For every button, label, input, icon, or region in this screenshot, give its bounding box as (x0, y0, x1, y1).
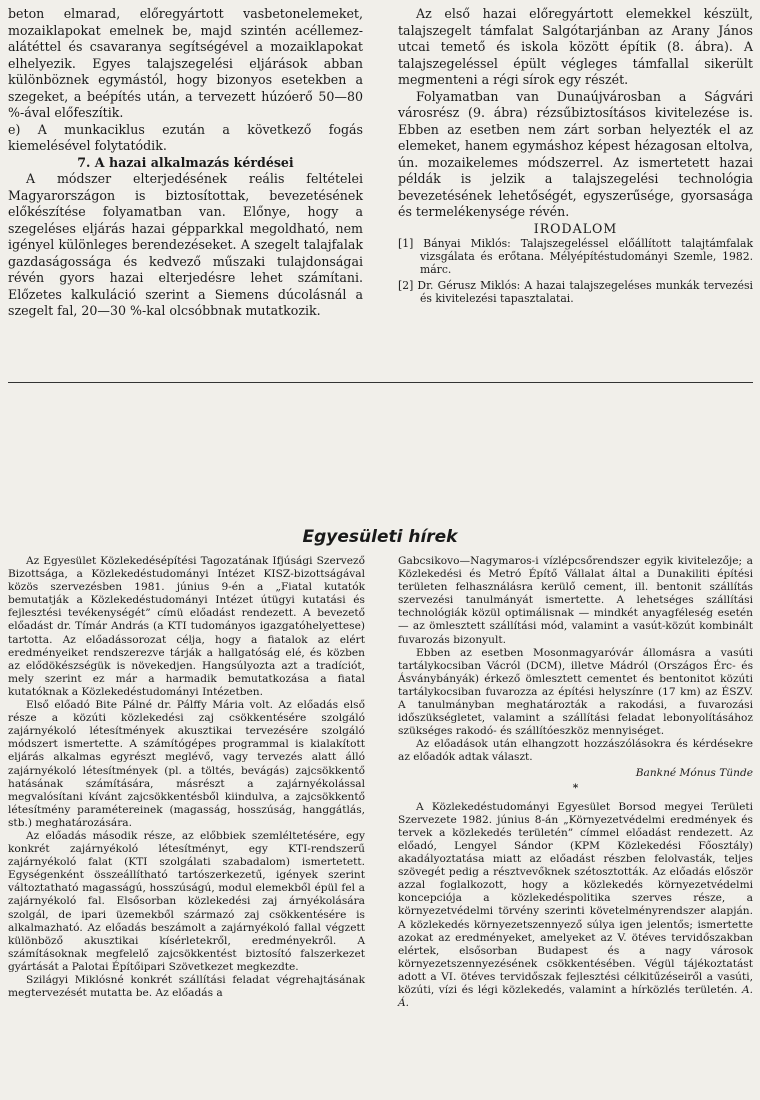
paragraph: Gabcsikovo—Nagymaros-i vízlépcsőrendszer egyik kivitelezője; a Közlekedési és Metró Építő Vállalat által a Dunakiliti építési területen felhasználásra kerülő cement, ill. bentonit szállítás szervezési tanulmányát ismertette. A lehetséges szállítási technológiák közül optimálisnak — mindkét anyagféleség esetén — az ömlesztett szállítási mód, valamint a vasút-közút kombinált fuvarozás bizonyult. (398, 555, 753, 646)
author-signature: Bankné Mónus Tünde (635, 766, 753, 779)
top-left-column (8, 6, 363, 320)
reference-item: [2] Dr. Gérusz Miklós: A hazai talajszegeléses munkák tervezési és kivitelezési tapasztalatai. (398, 279, 753, 305)
paragraph-text: A Közlekedéstudományi Egyesület Borsod megyei Területi Szervezete 1982. június 8-án „Környezetvédelmi eredmények és tervek a közlekedés területén” címmel előadást rendezett. Az előadó, Lengyel Sándor (KPM Közlekedési Főosztály) akadályoztatása miatt az előadást részben felolvasták, teljes szövegét pedig a résztvevőknek szétosztották. Az előadás először azzal foglalkozott, hogy a közlekedés környezetvédelmi koncepciója a közlekedéspolitika szerves része, a környezetvédelmi törvény szerinti követelményrendszer alapján. A közlekedés környezetszennyező súlya igen jelentős; ismertette azokat az eredményeket, amelyeket az V. ötéves tervidőszakban elértek, elsősorban Budapest és a nagy városok környezetszennyezésének csökkentésében. Végül tájékoztatást adott a VI. ötéves tervidőszak fejlesztési célkitűzéseiről a vasúti, közúti, vízi és légi közlekedés, valamint a hírközlés területén. (398, 800, 753, 996)
section-title: 7. A hazai alkalmazás kérdései (77, 154, 294, 170)
news-section-title: Egyesületi hírek (302, 527, 458, 547)
paragraph: Első előadó Bite Pálné dr. Pálffy Mária volt. Az előadás első része a közúti közlekedési zaj csökkentésére szolgáló zajárnyékoló létesítmények akusztikai tervezésére szolgáló módszert ismertette. A számítógépes programmal is kialakított eljárás alkalmas egyrészt meglévő, vagy tervezés alatt álló zajárnyékoló létesítmények (pl. a töltés, bevágás) zajcsökkentő hatásának számítására, másrészt a zajárnyékolással megvalósítani kívánt zajcsökkentésből kiindulva, a zajcsökkentő létesítmény paramétereinek (magasság, hosszúság, hanggátlás, stb.) meghatározására. (8, 699, 365, 829)
reference-item: [1] Bányai Miklós: Talajszegeléssel előállított talajtámfalak vizsgálata és erőtana. Mélyépítéstudományi Szemle, 1982. márc. (398, 237, 753, 276)
news-right-column (398, 555, 753, 1010)
paragraph: Az előadások után elhangzott hozzászólásokra és kérdésekre az előadók adtak választ. (398, 738, 753, 764)
paragraph (398, 801, 753, 1011)
author-initials: A. Á. (398, 984, 753, 1010)
paragraph: e) A munkaciklus ezután a következő fogás kiemelésével folytatódik. (8, 121, 363, 153)
paragraph: beton elmarad, előregyártott vasbetonelemeket, mozaiklapokat emelnek be, majd szintén acéllemez-alátéttel és csavaranya segítségével a mozaiklapokat elhelyezik. Egyes talajszegelési eljárások abban különböznek egymástól, hogy bizonyos esetekben a szegeket, a beépítés után, a tervezett húzóerő 50—80 %-ával előfeszítik. (8, 6, 363, 120)
references-heading: IRODALOM (533, 220, 618, 236)
news-left-column (8, 555, 365, 1000)
paragraph: Folyamatban van Dunaújvárosban a Ságvári városrész (9. ábra) rézsűbiztosításos kivitelezése is. Ebben az esetben nem zárt sorban helyezték el az elemeket, hanem egymáshoz képest hézagosan eltolva, ún. mozaikelemes módszerrel. Az ismertetett hazai példák is jelzik a talajszegelési technológia bevezetésének lehetőségét, egyszerűsége, gyorsasága és termelékenysége révén. (398, 88, 753, 219)
paragraph: A módszer elterjedésének reális feltételei Magyarországon is biztosítottak, bevezetésének előkészítése folyamatban van. Előnye, hogy a szegeléses eljárás hazai gépparkkal megoldható, nem igényel különleges berendezéseket. A szegelt talajfalak gazdaságossága és kedvező műszaki tulajdonságai révén gyors hazai elterjedésre lehet számítani. Előzetes kalkuláció szerint a Siemens dúcolásnál a szegelt fal, 20—30 %-kal olcsóbbnak mutatkozik. (8, 171, 363, 318)
section-divider (8, 382, 753, 383)
paragraph: Az első hazai előregyártott elemekkel készült, talajszegelt támfalat Salgótarjánban az Arany János utcai temető és iskola között építik (8. ábra). A talajszegeléssel épült végleges támfallal sikerült megmenteni a régi sírok egy részét. (398, 6, 753, 87)
top-right-column (398, 6, 753, 308)
paragraph: Az előadás második része, az előbbiek szemléltetésére, egy konkrét zajárnyékoló létesítményt, egy KTI-rendszerű zajárnyékoló falat (KTI szolgálati szabadalom) ismertetett. Egységenként összeállítható tartószerkezetű, igények szerint változtatható magasságú, hosszúságú, modul elemekből épül fel a zajárnyékoló fal. Elsősorban közlekedési zaj árnyékolására szolgál, de ipari üzemekből származó zaj csökkentésére is alkalmazható. Az előadás beszámolt a zajárnyékoló fallal végzett különböző akusztikai kísérletekről, eredményekről. A számításoknak megfelelő zajcsökkentést biztosító falszerkezet gyártását a Palotai Építőipari Szövetkezet megkezdte. (8, 829, 365, 973)
paragraph: Az Egyesület Közlekedésépítési Tagozatának Ifjúsági Szervező Bizottsága, a Közlekedéstudományi Intézet KISZ-bizottságával közös szervezésben 1981. június 9-én a „Fiatal kutatók bemutatják a Közlekedéstudományi Intézet útügyi kutatási és fejlesztési tevékenységét” címü előadást rendezett. A bevezető előadást dr. Tímár András (a KTI tudományos igazgatóhelyettese) tartotta. Az előadássorozat célja, hogy a fiatalok az elért eredményeiket rendszerezve tárják a hallgatóság elé, és közben az elődökészségük is növekedjen. Hangsúlyozta azt a tradíciót, mely szerint ez már a harmadik bemutatkozása a fiatal kutatóknak a Közlekedéstudományi Intézetben. (8, 555, 365, 698)
paragraph: Ebben az esetben Mosonmagyaróvár állomásra a vasúti tartálykocsiban Vácról (DCM), illetve Mádról (Országos Érc- és Ásványbányák) érkező ömlesztett cementet és bentonitot közúti tartálykocsiban fuvarozza az építési helyszínre (17 km) az ÉSZV. A tanulmányban meghatározták a rakodási, a fuvarozási időszükségletet, valamint a szállítási feladat lebonyolításához szükséges rakodó- és szállítóeszköz mennyiséget. (398, 646, 753, 738)
separator-star: * (572, 781, 579, 794)
paragraph: Szilágyi Miklósné konkrét szállítási feladat végrehajtásának megtervezését mutatta be. Az előadás a (8, 974, 365, 1000)
